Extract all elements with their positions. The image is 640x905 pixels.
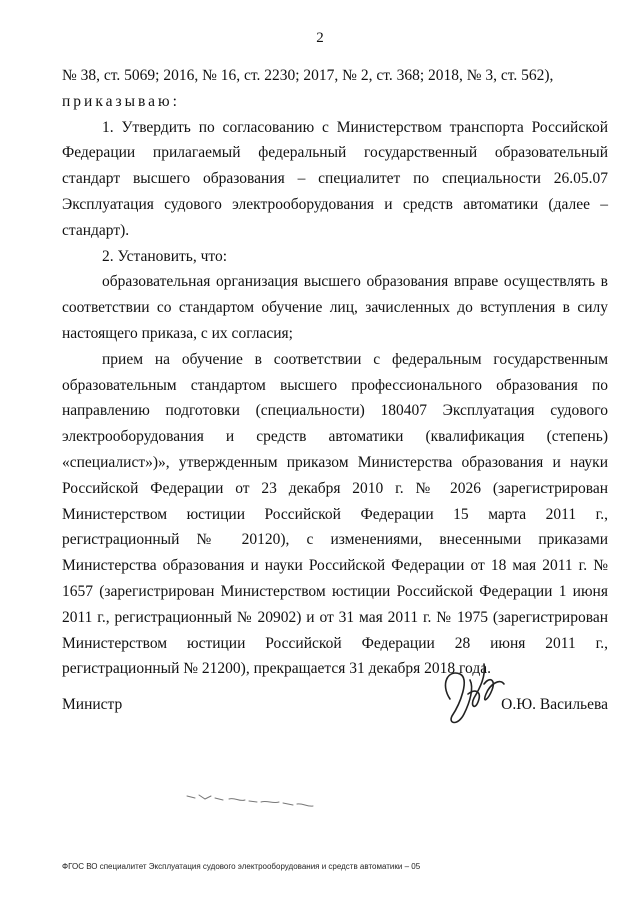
document-body (62, 63, 608, 682)
paragraph-item-2-clause-2: прием на обучение в соответствии с федеральным государственным образовательным стандартом высшего профессионального образования по направлению подготовки (специальности) 180407 Эксплуатация судового электрооборудования и средств автоматики (квалификация (степень) «специалист»)», утвержденным приказом Министерства образования и науки Российской Федерации от 23 декабря 2010 г. № 2026 (зарегистрирован Министерством юстиции Российской Федерации 15 марта 2011 г., регистрационный № 20120), с изменениями, внесенными приказами Министерства образования и науки Российской Федерации от 18 мая 2011 г. № 1657 (зарегистрирован Министерством юстиции Российской Федерации 1 июня 2011 г., регистрационный № 20902) и от 31 мая 2011 г. № 1975 (зарегистрирован Министерством юстиции Российской Федерации 28 июня 2011 г., регистрационный № 21200), прекращается 31 декабря 2018 года. (62, 350, 608, 678)
signature-block (62, 692, 608, 732)
paragraph-item-2-clause-1: образовательная организация высшего образования вправе осуществлять в соответствии со стандартом обучение лиц, зачисленных до вступления в силу настоящего приказа, с их согласия; (62, 273, 608, 342)
signatory-name: О.Ю. Васильева (501, 696, 608, 713)
paragraph-order-word: приказываю: (62, 92, 180, 110)
paragraph-item-2: 2. Установить, что: (102, 247, 228, 265)
handwritten-signature (430, 654, 520, 734)
page-number: 2 (316, 30, 324, 46)
paragraph-item-1: 1. Утвердить по согласованию с Министерством транспорта Российской Федерации прилагаемый федеральный государственный образовательный стандарт высшего образования – специалитет по специальности 26.05.07 Эксплуатация судового электрооборудования и средств автоматики (далее – стандарт). (62, 118, 608, 239)
signatory-title: Министр (62, 696, 123, 713)
paragraph-citation-continuation: № 38, ст. 5069; 2016, № 16, ст. 2230; 2017, № 2, ст. 368; 2018, № 3, ст. 562), (62, 67, 554, 84)
footer-document-code: ФГОС ВО специалитет Эксплуатация судового электрооборудования и средств автоматики – 05 (62, 862, 421, 871)
faint-registration-mark (185, 790, 315, 810)
